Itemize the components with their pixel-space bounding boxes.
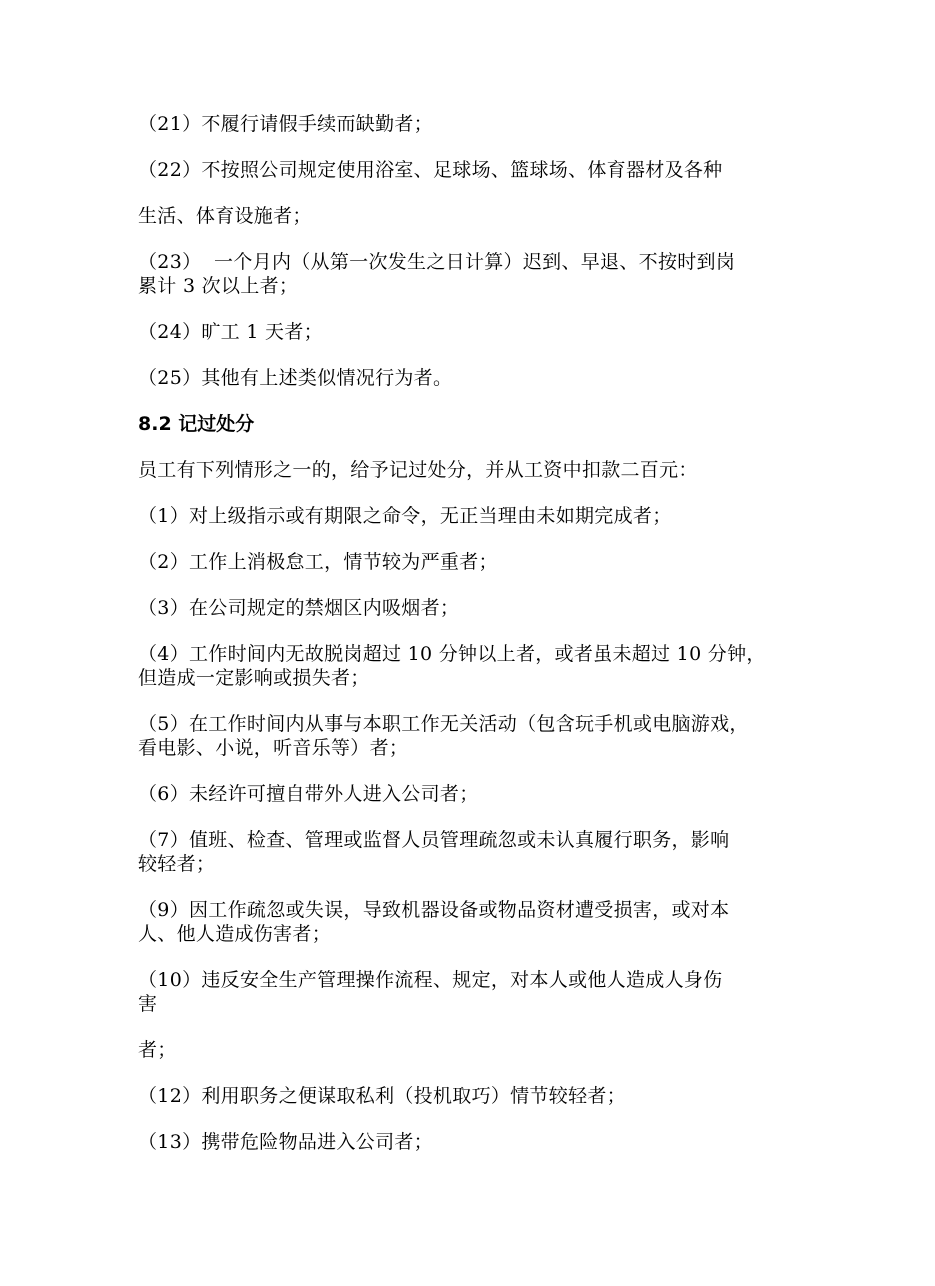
paragraph-item-21: （21）不履行请假手续而缺勤者； xyxy=(138,113,433,135)
section-intro: 员工有下列情形之一的，给予记过处分，并从工资中扣款二百元： xyxy=(138,459,698,481)
paragraph-item-5-line1: （5）在工作时间内从事与本职工作无关活动（包含玩手机或电脑游戏， xyxy=(138,713,749,735)
paragraph-item-9-line2: 人、他人造成伤害者； xyxy=(138,923,332,945)
paragraph-item-3: （3）在公司规定的禁烟区内吸烟者； xyxy=(138,597,460,619)
paragraph-item-22-line2: 生活、体育设施者； xyxy=(138,205,312,227)
paragraph-item-10-line3: 者； xyxy=(138,1039,177,1061)
paragraph-item-4-line2: 但造成一定影响或损失者； xyxy=(138,667,370,689)
paragraph-item-23-line2: 累计 3 次以上者； xyxy=(138,275,299,297)
paragraph-item-25: （25）其他有上述类似情况行为者。 xyxy=(138,367,453,389)
paragraph-item-10-line1: （10）违反安全生产管理操作流程、规定，对本人或他人造成人身伤 xyxy=(138,969,723,991)
paragraph-item-9-line1: （9）因工作疏忽或失误，导致机器设备或物品资材遭受损害，或对本 xyxy=(138,899,730,921)
paragraph-item-7-line2: 较轻者； xyxy=(138,853,216,875)
paragraph-item-2: （2）工作上消极怠工，情节较为严重者； xyxy=(138,551,498,573)
section-heading: 8.2 记过处分 xyxy=(138,413,255,435)
paragraph-item-4-line1: （4）工作时间内无故脱岗超过 10 分钟以上者，或者虽未超过 10 分钟， xyxy=(138,643,766,665)
paragraph-item-5-line2: 看电影、小说，听音乐等）者； xyxy=(138,737,409,759)
paragraph-item-7-line1: （7）值班、检查、管理或监督人员管理疏忽或未认真履行职务，影响 xyxy=(138,829,730,851)
paragraph-item-23-line1: （23） 一个月内（从第一次发生之日计算）迟到、早退、不按时到岗 xyxy=(138,251,736,273)
paragraph-item-6: （6）未经许可擅自带外人进入公司者； xyxy=(138,783,479,805)
paragraph-item-22-line1: （22）不按照公司规定使用浴室、足球场、篮球场、体育器材及各种 xyxy=(138,159,723,181)
paragraph-item-10-line2: 害 xyxy=(138,993,158,1015)
paragraph-item-13: （13）携带危险物品进入公司者； xyxy=(138,1131,433,1153)
paragraph-item-12: （12）利用职务之便谋取私利（投机取巧）情节较轻者； xyxy=(138,1085,626,1107)
paragraph-item-1: （1）对上级指示或有期限之命令，无正当理由未如期完成者； xyxy=(138,505,672,527)
paragraph-item-24: （24）旷工 1 天者； xyxy=(138,321,323,343)
